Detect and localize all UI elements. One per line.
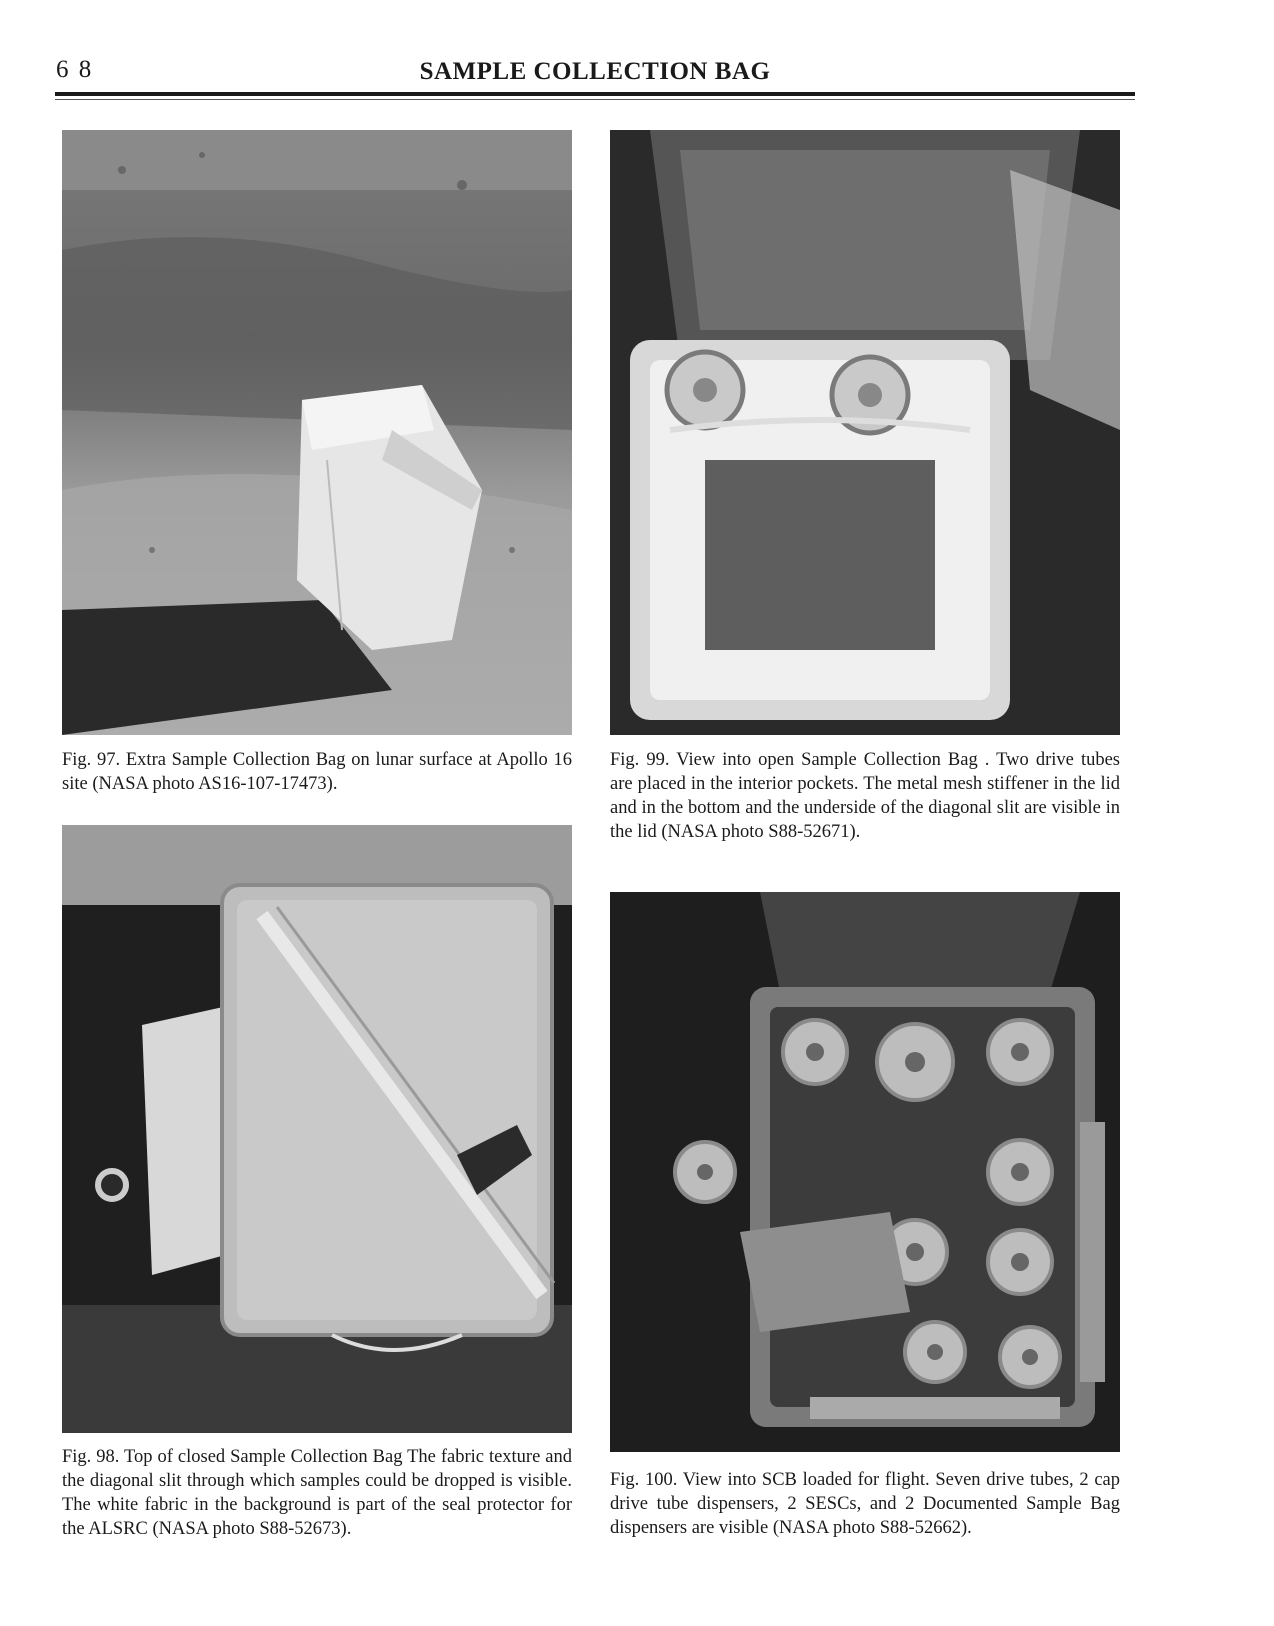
figure-98-caption: Fig. 98. Top of closed Sample Collection Bag The fabric texture and the diagonal slit through which samples could be dropped is visible. The white fabric in the background is part of the seal protector for the ALSRC (NASA photo S88-52673). xyxy=(62,1447,572,1539)
figure-100-caption: Fig. 100. View into SCB loaded for flight. Seven drive tubes, 2 cap drive tube dispensers, 2 SESCs, and 2 Documented Sample Bag dispensers are visible (NASA photo S88-52662). xyxy=(610,1470,1120,1538)
page-number: 6 8 xyxy=(56,56,94,83)
figure-97-caption: Fig. 97. Extra Sample Collection Bag on lunar surface at Apollo 16 site (NASA photo AS16-107-17473). xyxy=(62,750,572,794)
figure-98-photo xyxy=(62,825,572,1433)
header-rule-thin xyxy=(55,99,1135,100)
figure-97-photo xyxy=(62,130,572,735)
running-head: SAMPLE COLLECTION BAG xyxy=(419,58,771,85)
figure-99-photo xyxy=(610,130,1120,735)
figure-100-photo xyxy=(610,892,1120,1452)
header-rule xyxy=(55,92,1135,96)
figure-99-caption: Fig. 99. View into open Sample Collection Bag . Two drive tubes are placed in the interior pockets. The metal mesh stiffener in the lid and in the bottom and the underside of the diagonal slit are visible in the lid (NASA photo S88-52671). xyxy=(610,750,1120,842)
